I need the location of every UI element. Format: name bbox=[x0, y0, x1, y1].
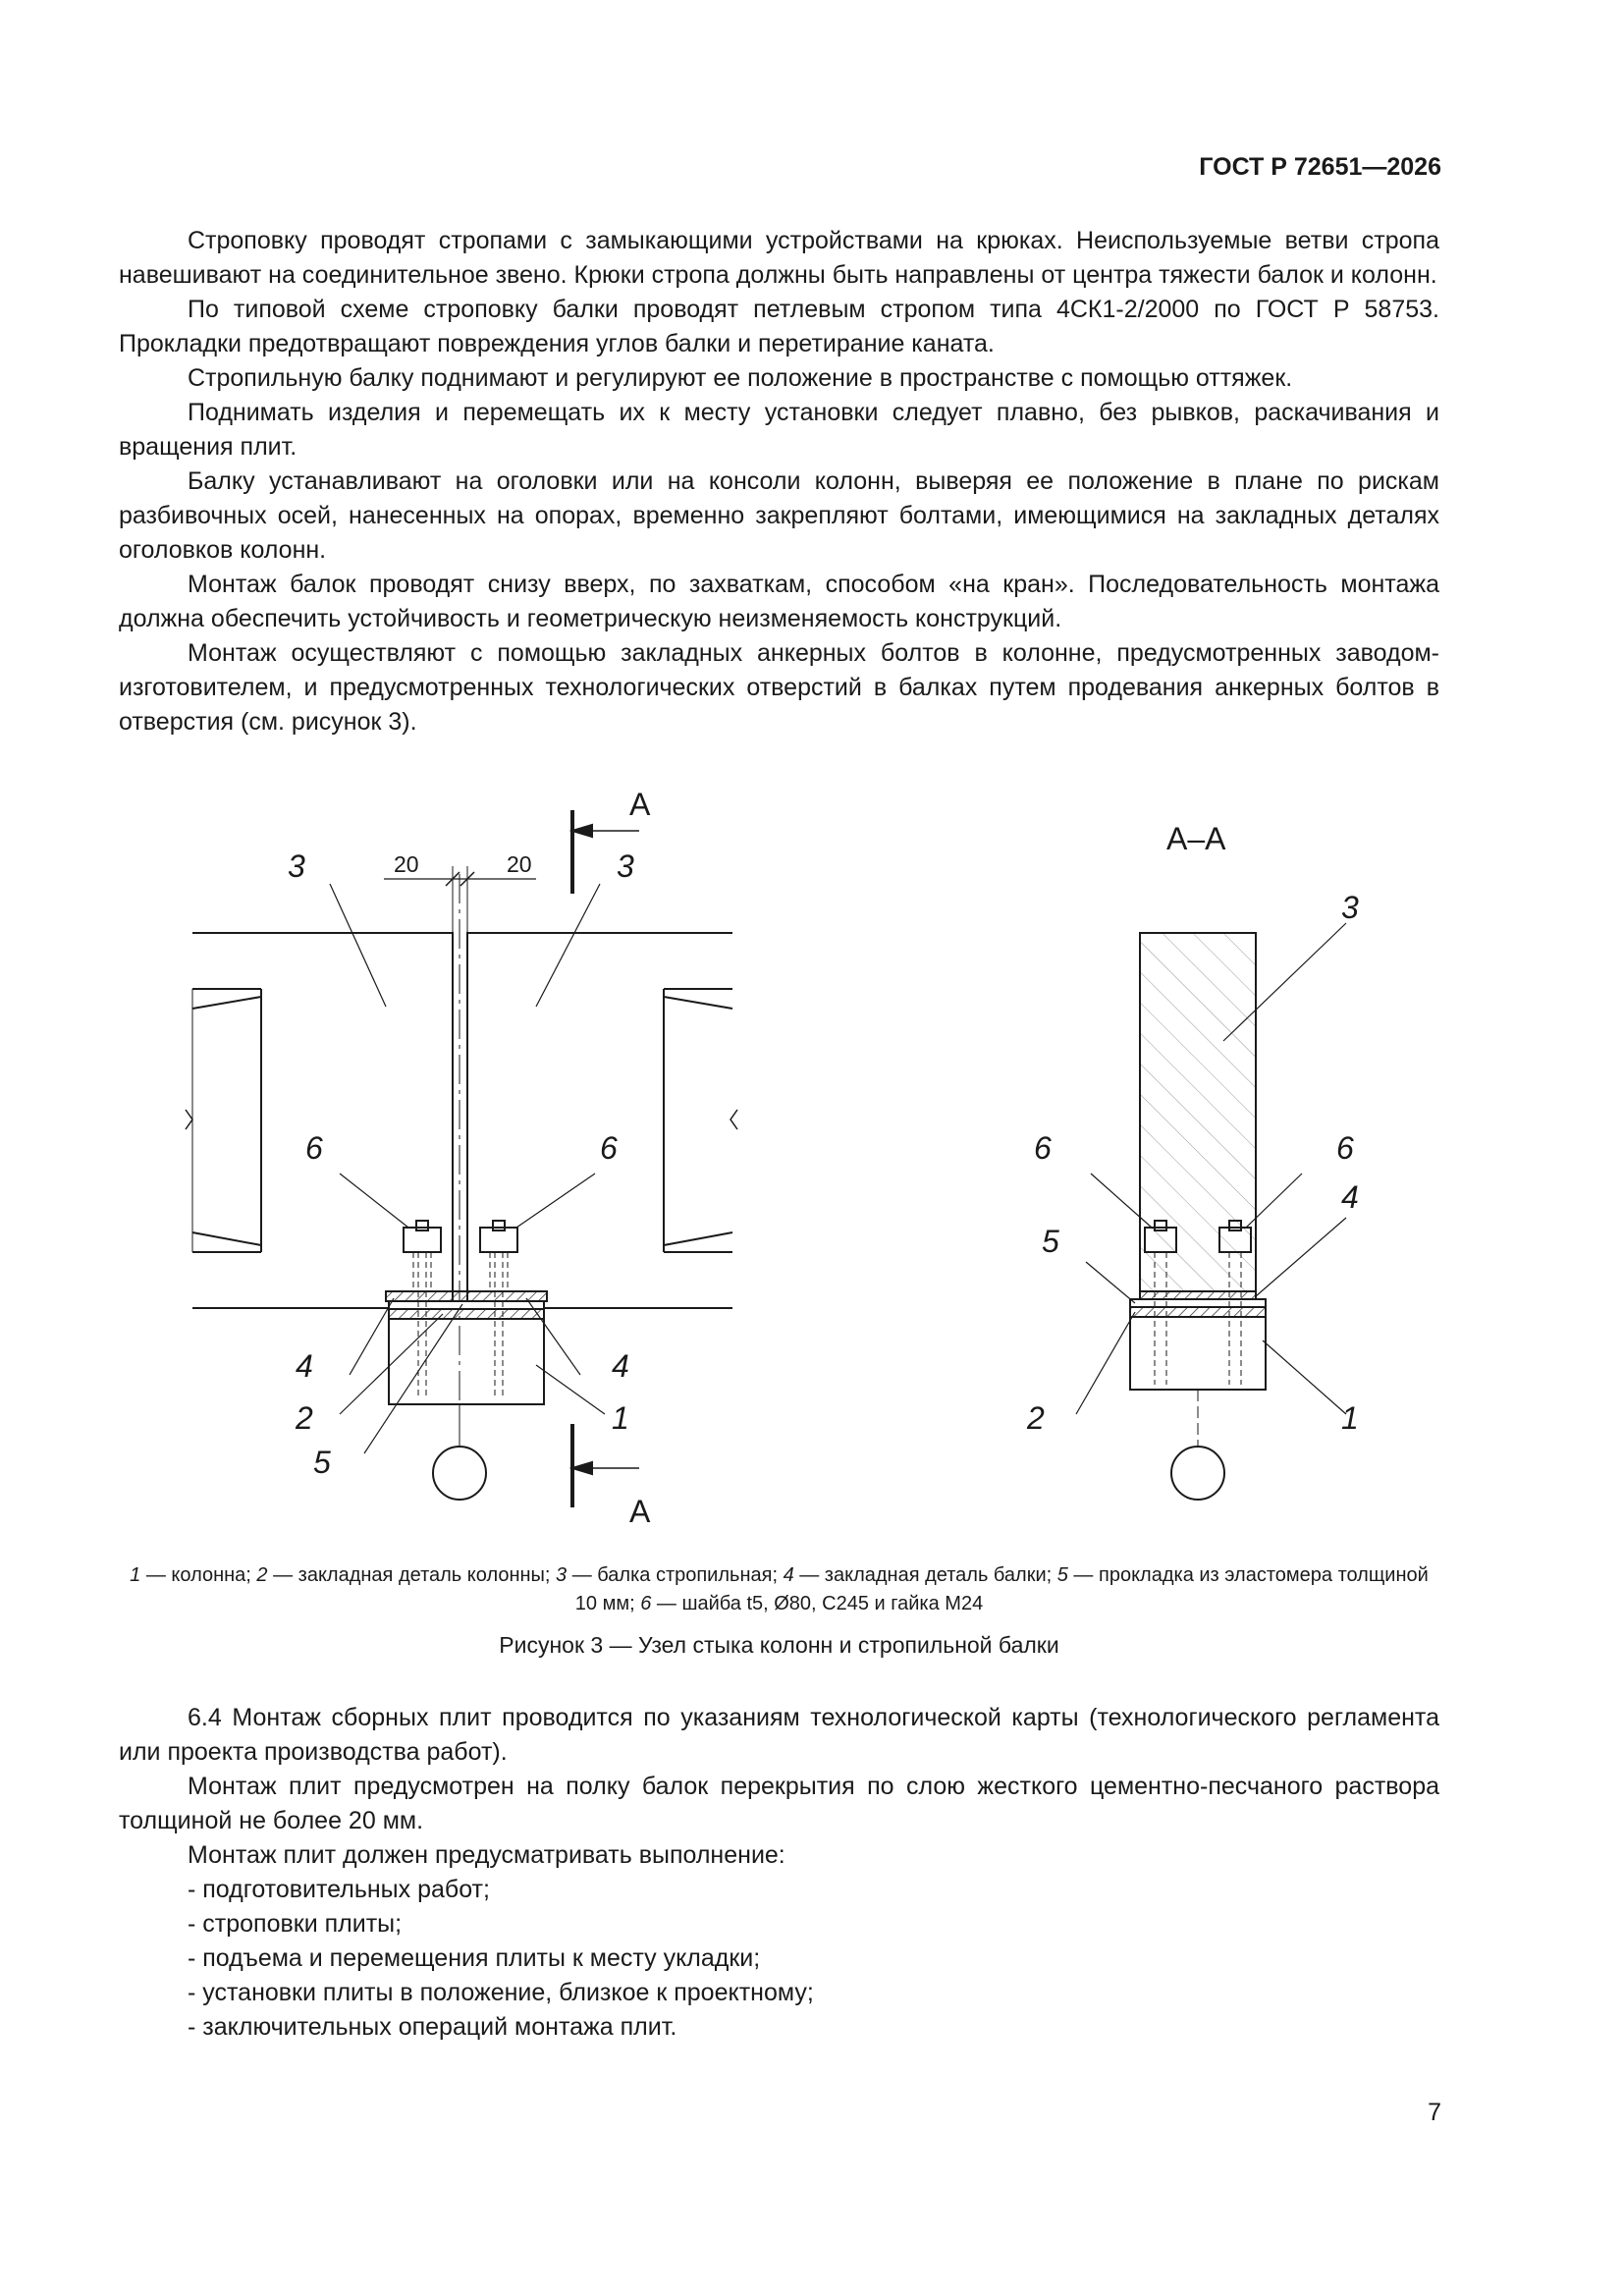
paragraph: Стропильную балку поднимают и регулируют ее положение в пространстве с помощью оттяжек. bbox=[188, 364, 1293, 392]
svg-text:6: 6 bbox=[600, 1130, 618, 1166]
svg-text:6: 6 bbox=[1034, 1130, 1052, 1166]
page-number: 7 bbox=[1428, 2099, 1441, 2126]
paragraph: Монтаж осуществляют с помощью закладных анкерных болтов в колонне, предусмотренных заводом-изготовителем, и предусмотренных технологических отверстий в балках путем продевания анкерных болтов в отверстия (см. рисунок 3). bbox=[119, 639, 1439, 736]
svg-text:3: 3 bbox=[288, 848, 305, 884]
text-block-1 bbox=[119, 224, 1439, 739]
paragraph: 6.4 Монтаж сборных плит проводится по указаниям технологической карты (технологического регламента или проекта производства работ). bbox=[119, 1704, 1439, 1766]
paragraph: Монтаж балок проводят снизу вверх, по захваткам, способом «на кран». Последовательность монтажа должна обеспечить устойчивость и геометрическую неизменяемость конструкций. bbox=[119, 571, 1439, 632]
paragraph: Монтаж плит должен предусматривать выполнение: bbox=[188, 1841, 785, 1869]
svg-text:6: 6 bbox=[305, 1130, 323, 1166]
svg-text:А: А bbox=[629, 1494, 651, 1529]
elevation-labels bbox=[288, 787, 651, 1529]
paragraph: Строповку проводят стропами с замыкающими устройствами на крюках. Неиспользуемые ветви стропа навешивают на соединительное звено. Крюки стропа должны быть направлены от центра тяжести балок и колонн. bbox=[119, 227, 1439, 289]
text-block-2 bbox=[119, 1701, 1439, 2045]
figure-caption: Рисунок 3 — Узел стыка колонн и стропильной балки bbox=[499, 1632, 1059, 1658]
svg-text:2: 2 bbox=[1027, 1400, 1045, 1436]
svg-text:5: 5 bbox=[313, 1445, 331, 1480]
svg-text:4: 4 bbox=[296, 1348, 313, 1384]
list-item: - подготовительных работ; bbox=[188, 1876, 490, 1903]
paragraph: Поднимать изделия и перемещать их к месту установки следует плавно, без рывков, раскачивания и вращения плит. bbox=[119, 399, 1439, 461]
figure-legend: 1 — колонна; 2 — закладная деталь колонны; 3 — балка стропильная; 4 — закладная деталь балки; 5 — прокладка из эластомера толщиной 10 мм; 6 — шайба t5, Ø80, С245 и гайка М24 bbox=[130, 1564, 1429, 1614]
svg-text:А: А bbox=[629, 787, 651, 822]
list-item: - заключительных операций монтажа плит. bbox=[188, 2013, 677, 2041]
svg-text:4: 4 bbox=[1341, 1179, 1359, 1215]
svg-text:1: 1 bbox=[612, 1400, 629, 1436]
svg-text:20: 20 bbox=[394, 851, 419, 877]
svg-text:А–А: А–А bbox=[1166, 821, 1226, 856]
svg-text:3: 3 bbox=[1341, 890, 1359, 925]
list-item: - строповки плиты; bbox=[188, 1910, 403, 1938]
paragraph: По типовой схеме строповку балки проводят петлевым стропом типа 4СК1-2/2000 по ГОСТ Р 58753. Прокладки предотвращают повреждения углов балки и перетирание каната. bbox=[119, 296, 1439, 357]
list-item: - подъема и перемещения плиты к месту укладки; bbox=[188, 1944, 761, 1972]
list-item: - установки плиты в положение, близкое к проектному; bbox=[188, 1979, 814, 2006]
svg-text:2: 2 bbox=[296, 1400, 313, 1436]
svg-text:5: 5 bbox=[1042, 1224, 1059, 1259]
svg-text:20: 20 bbox=[507, 851, 532, 877]
svg-text:6: 6 bbox=[1336, 1130, 1354, 1166]
svg-text:1: 1 bbox=[1341, 1400, 1359, 1436]
figure-3 bbox=[119, 776, 1439, 1552]
section-view bbox=[1076, 923, 1346, 1500]
paragraph: Балку устанавливают на оголовки или на консоли колонн, выверяя ее положение в плане по рискам разбивочных осей, нанесенных на опорах, временно закрепляют болтами, имеющимися на закладных деталях оголовков колонн. bbox=[119, 467, 1439, 564]
svg-text:3: 3 bbox=[617, 848, 634, 884]
elevation-view bbox=[186, 810, 737, 1507]
joint-drawing bbox=[119, 776, 1439, 1552]
document-id: ГОСТ Р 72651—2026 bbox=[1199, 153, 1441, 181]
paragraph: Монтаж плит предусмотрен на полку балок перекрытия по слою жесткого цементно-песчаного раствора толщиной не более 20 мм. bbox=[119, 1773, 1439, 1834]
svg-text:4: 4 bbox=[612, 1348, 629, 1384]
